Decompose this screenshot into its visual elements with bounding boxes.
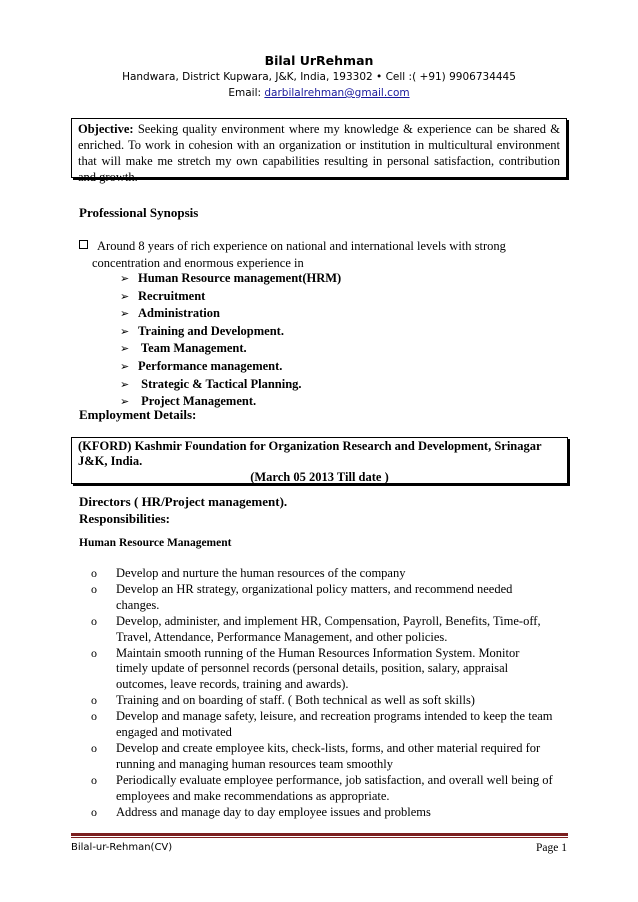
skill-item: ➢ Recruitment xyxy=(120,288,341,306)
skill-item: ➢ Administration xyxy=(120,305,341,323)
responsibility-item: o Develop, administer, and implement HR, Compensation, Payroll, Benefits, Time-off, Travel, Attendance, Performance Management, and other policies. xyxy=(91,614,553,646)
skill-item: ➢ Strategic & Tactical Planning. xyxy=(120,376,341,394)
objective-box xyxy=(71,118,567,184)
email-label: Email: xyxy=(228,87,262,99)
employer-name-line-2: J&K, India. xyxy=(78,454,143,468)
skill-item: ➢ Human Resource management(HRM) xyxy=(120,270,341,288)
skill-item: ➢ Training and Development. xyxy=(120,323,341,341)
employment-dates: (March 05 2013 Till date ) xyxy=(250,470,389,484)
synopsis-paragraph xyxy=(79,238,559,272)
objective-label: Objective: xyxy=(78,122,134,136)
candidate-name: Bilal UrRehman xyxy=(264,53,374,68)
responsibility-item: o Periodically evaluate employee performance, job satisfaction, and overall well being of employees and make recommendations as appropriate. xyxy=(91,773,553,805)
skills-list xyxy=(120,270,341,411)
responsibility-item: o Address and manage day to day employee issues and problems xyxy=(91,805,553,821)
responsibility-item: o Develop and nurture the human resources of the company xyxy=(91,566,553,582)
responsibilities-list xyxy=(91,566,553,821)
contact-email-line xyxy=(0,87,638,99)
synopsis-line-2: concentration and enormous experience in xyxy=(92,256,304,270)
footer-rule-thin xyxy=(71,837,568,838)
employer-name-line-1: (KFORD) Kashmir Foundation for Organization Research and Development, Srinagar xyxy=(78,439,542,453)
responsibility-item: o Develop and create employee kits, check-lists, forms, and other material required for running and managing human resources team smoothly xyxy=(91,741,553,773)
employer-box xyxy=(71,437,568,484)
email-link[interactable]: darbilalrehman@gmail.com xyxy=(264,87,410,99)
responsibility-item: o Maintain smooth running of the Human Resources Information System. Monitor timely update of personnel records (personal details, position, salary, appraisal outcomes, leave records, training and awards). xyxy=(91,646,553,694)
synopsis-line-1: Around 8 years of rich experience on national and international levels with strong xyxy=(97,239,506,253)
responsibility-item: o Develop and manage safety, leisure, and recreation programs intended to keep the team engaged and motivated xyxy=(91,709,553,741)
employment-details-heading: Employment Details: xyxy=(79,407,197,422)
skill-item: ➢ Performance management. xyxy=(120,358,341,376)
responsibilities-heading: Responsibilities: xyxy=(79,511,171,526)
objective-text: Seeking quality environment where my knowledge & experience can be shared & enriched. To work in cohesion with an organization or institution in multicultural environment that will make me stretch my own capabilities resulting in personal satisfaction, contribution and growth. xyxy=(78,122,560,184)
checkbox-bullet-icon xyxy=(79,240,88,249)
skill-item: ➢ Team Management. xyxy=(120,340,341,358)
footer-rule xyxy=(71,833,568,836)
footer-document-name: Bilal-ur-Rehman(CV) xyxy=(71,842,173,853)
contact-address: Handwara, District Kupwara, J&K, India, 193302 • Cell :( +91) 9906734445 xyxy=(122,71,516,83)
professional-synopsis-heading: Professional Synopsis xyxy=(79,205,199,220)
responsibility-item: o Develop an HR strategy, organizational policy matters, and recommend needed changes. xyxy=(91,582,553,614)
position-title: Directors ( HR/Project management). xyxy=(79,494,288,509)
responsibility-item: o Training and on boarding of staff. ( Both technical as well as soft skills) xyxy=(91,693,553,709)
skill-item: ➢ Project Management. xyxy=(120,393,341,411)
footer-page-number: Page 1 xyxy=(536,842,567,854)
hrm-subheading: Human Resource Management xyxy=(79,537,232,549)
